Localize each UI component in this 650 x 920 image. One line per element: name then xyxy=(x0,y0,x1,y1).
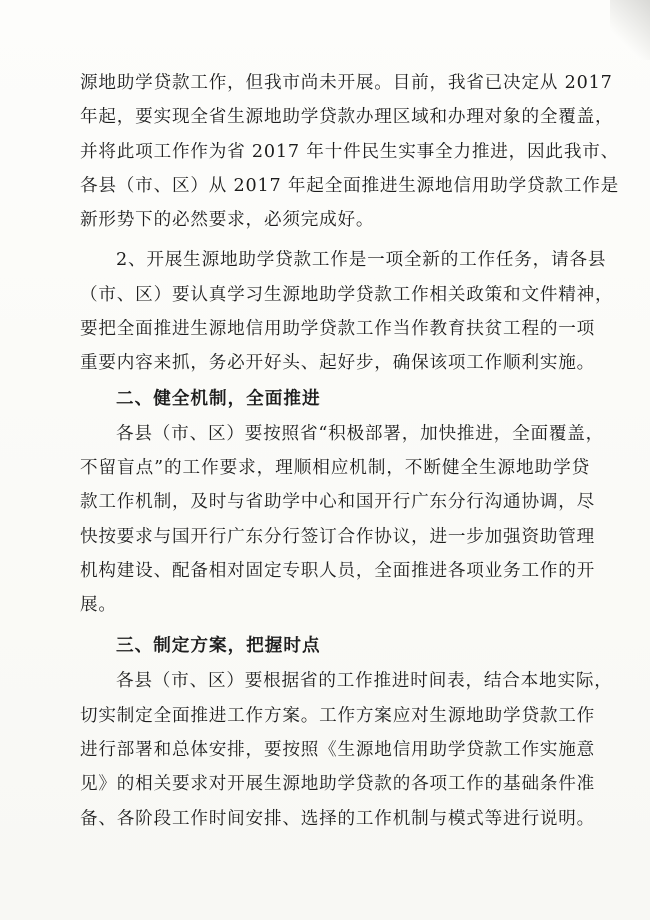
document-body xyxy=(80,66,619,836)
text-line: 展。 xyxy=(80,595,117,616)
text-line: （市、区）要认真学习生源地助学贷款工作相关政策和文件精神， xyxy=(80,284,614,305)
text-line: 要把全面推进生源地信用助学贷款工作当作教育扶贫工程的一项 xyxy=(80,319,596,340)
paragraph-3 xyxy=(80,417,605,623)
text-line: 重要内容来抓，务必开好头、起好步，确保该项工作顺利实施。 xyxy=(80,353,596,374)
text-line: 备、各阶段工作时间安排、选择的工作机制与模式等进行说明。 xyxy=(80,808,596,829)
text-line: 各县（市、区）要根据省的工作推进时间表，结合本地实际， xyxy=(116,671,613,692)
text-line: 款工作机制，及时与省助学中心和国开行广东分行沟通协调，尽 xyxy=(80,492,596,513)
section-heading-2: 二、健全机制，全面推进 xyxy=(116,388,321,409)
text-line: 源地助学贷款工作，但我市尚未开展。目前，我省已决定从 2017 xyxy=(80,73,613,93)
text-line: 机构建设、配备相对固定专职人员，全面推进各项业务工作的开 xyxy=(80,560,596,581)
text-line: 各县（市、区）从 2017 年起全面推进生源地信用助学贷款工作是 xyxy=(80,175,619,196)
text-line: 切实制定全面推进工作方案。工作方案应对生源地助学贷款工作 xyxy=(80,705,596,726)
paragraph-2 xyxy=(80,243,614,380)
text-line: 新形势下的必然要求，必须完成好。 xyxy=(80,210,375,231)
text-line: 各县（市、区）要按照省“积极部署，加快推进，全面覆盖， xyxy=(116,423,605,444)
text-line: 并将此项工作作为省 2017 年十件民生实事全力推进，因此我市、 xyxy=(80,141,619,162)
text-line: 快按要求与国开行广东分行签订合作协议，进一步加强资助管理 xyxy=(80,526,596,547)
text-line: 不留盲点”的工作要求，理顺相应机制，不断健全生源地助学贷 xyxy=(80,457,590,478)
section-heading-3: 三、制定方案，把握时点 xyxy=(116,636,321,657)
text-line: 见》的相关要求对开展生源地助学贷款的各项工作的基础条件准 xyxy=(80,774,596,795)
paragraph-4 xyxy=(80,664,613,835)
text-line: 2、开展生源地助学贷款工作是一项全新的工作任务，请各县 xyxy=(116,250,607,271)
page-corner-shadow xyxy=(610,0,650,60)
paragraph-1 xyxy=(80,66,619,237)
text-line: 进行部署和总体安排，要按照《生源地信用助学贷款工作实施意 xyxy=(80,740,596,761)
text-line: 年起，要实现全省生源地助学贷款办理区域和办理对象的全覆盖， xyxy=(80,107,614,128)
